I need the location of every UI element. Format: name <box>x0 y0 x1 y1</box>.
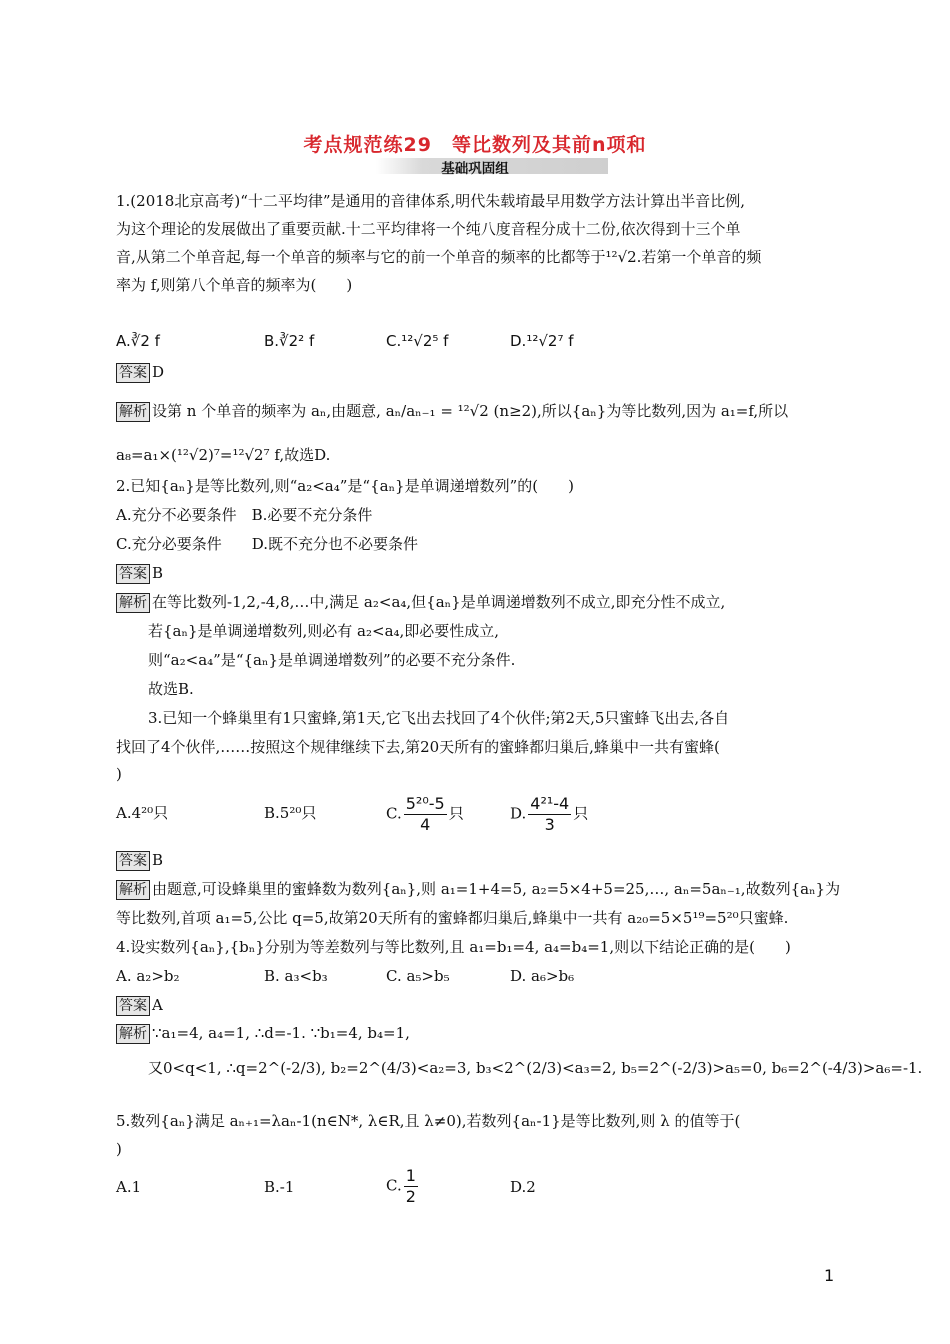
q3-stem-line-3: ) <box>116 765 122 783</box>
q3-stem-line-1: 3.已知一个蜂巢里有1只蜜蜂,第1天,它飞出去找回了4个伙伴;第2天,5只蜜蜂飞出去,各自 <box>148 709 730 727</box>
q1-answer-line <box>116 361 164 383</box>
q4-option-c: C. a₅>b₅ <box>386 967 450 985</box>
q1-stem-line-4: 率为 f,则第八个单音的频率为( ) <box>116 276 353 294</box>
q3-option-d-denominator: 3 <box>544 815 555 834</box>
q4-option-a: A. a₂>b₂ <box>116 967 180 985</box>
q4-answer: A <box>152 996 163 1014</box>
q3-option-d-unit: 只 <box>573 804 589 823</box>
answer-label: 答案 <box>116 851 150 871</box>
q3-analysis-line-2: 等比数列,首项 a₁=5,公比 q=5,故第20天所有的蜜蜂都归巢后,蜂巢中一共有 a₂₀=5×5¹⁹=5²⁰只蜜蜂. <box>116 909 789 927</box>
q5-option-c: C. $\frac{1}{2}$ <box>386 1166 416 1206</box>
q1-analysis-text-1: 设第 n 个单音的频率为 aₙ,由题意, aₙ/aₙ₋₁ = ¹²√2 (n≥2),所以{aₙ}为等比数列,因为 a₁=f,所以 <box>152 402 789 420</box>
q1-stem-line-1: 1.(2018北京高考)“十二平均律”是通用的音律体系,明代朱载堉最早用数学方法计算出半音比例, <box>116 192 746 210</box>
q1-option-b: B.∛2² f <box>264 332 315 350</box>
analysis-label: 解析 <box>116 1024 150 1044</box>
page-title: 考点规范练29 等比数列及其前n项和 <box>303 134 647 156</box>
q4-analysis-line-2: 又0<q<1, ∴q=2^(-2/3), b₂=2^(4/3)<a₂=3, b₃<2^(2/3)<a₃=2, b₅=2^(-2/3)>a₅=0, b₆=2^(-4/3)>a₆=-1. <box>148 1059 923 1077</box>
q1-analysis-line-1 <box>116 400 788 422</box>
q5-option-a: A.1 <box>116 1178 142 1196</box>
q1-option-a: A.∛2 f <box>116 332 160 350</box>
answer-label: 答案 <box>116 564 150 584</box>
answer-label: 答案 <box>116 996 150 1016</box>
q4-answer-line <box>116 994 163 1016</box>
q3-option-a: A.4²⁰只 <box>116 804 169 822</box>
q3-answer-line <box>116 849 163 871</box>
q5-option-c-fraction <box>404 1166 418 1207</box>
q3-option-c: C. $\frac{\text{5²⁰-5}}{4}$ 只 <box>386 794 464 834</box>
q5-stem-line-2: ) <box>116 1140 122 1158</box>
q3-option-c-numerator: 5²⁰-5 <box>405 794 445 813</box>
q2-options-ab: A.充分不必要条件 B.必要不充分条件 <box>116 506 373 524</box>
q2-analysis-line-1 <box>116 591 725 613</box>
q5-option-c-numerator: 1 <box>405 1166 416 1185</box>
q3-option-c-unit: 只 <box>448 804 464 823</box>
q4-option-d: D. a₆>b₆ <box>510 967 575 985</box>
q4-option-b: B. a₃<b₃ <box>264 967 328 985</box>
analysis-label: 解析 <box>116 593 150 613</box>
q5-option-b: B.-1 <box>264 1178 295 1196</box>
q3-stem-line-2: 找回了4个伙伴,……按照这个规律继续下去,第20天所有的蜜蜂都归巢后,蜂巢中一共有蜜蜂( <box>116 738 720 756</box>
q5-stem: 5.数列{aₙ}满足 aₙ₊₁=λaₙ-1(n∈N*, λ∈R,且 λ≠0),若数列{aₙ-1}是等比数列,则 λ 的值等于( <box>116 1112 741 1130</box>
q3-option-c-denominator: 4 <box>420 815 431 834</box>
q3-option-c-fraction <box>404 794 447 835</box>
q3-analysis-text-1: 由题意,可设蜂巢里的蜜蜂数为数列{aₙ},则 a₁=1+4=5, a₂=5×4+5=25,…, aₙ=5aₙ₋₁,故数列{aₙ}为 <box>152 880 841 898</box>
q1-analysis-line-2: a₈=a₁×(¹²√2)⁷=¹²√2⁷ f,故选D. <box>116 446 331 464</box>
q2-stem: 2.已知{aₙ}是等比数列,则“a₂<a₄”是“{aₙ}是单调递增数列”的( ) <box>116 477 574 495</box>
q5-option-d: D.2 <box>510 1178 536 1196</box>
q4-stem: 4.设实数列{aₙ},{bₙ}分别为等差数列与等比数列,且 a₁=b₁=4, a₄=b₄=1,则以下结论正确的是( ) <box>116 938 791 956</box>
q1-answer: D <box>152 363 165 381</box>
answer-label: 答案 <box>116 363 150 383</box>
analysis-label: 解析 <box>116 402 150 422</box>
q3-answer: B <box>152 851 164 869</box>
q5-option-c-denominator: 2 <box>405 1187 416 1206</box>
page-number: 1 <box>824 1266 835 1285</box>
analysis-label: 解析 <box>116 880 150 900</box>
q2-options-cd: C.充分必要条件 D.既不充分也不必要条件 <box>116 535 418 553</box>
q1-stem-line-3: 音,从第二个单音起,每一个单音的频率与它的前一个单音的频率的比都等于¹²√2.若第一个单音的频 <box>116 248 762 266</box>
q4-analysis-text-1: ∵a₁=4, a₄=1, ∴d=-1. ∵b₁=4, b₄=1, <box>152 1024 410 1042</box>
q2-analysis-line-4: 故选B. <box>148 680 194 698</box>
q2-analysis-line-2: 若{aₙ}是单调递增数列,则必有 a₂<a₄,即必要性成立, <box>148 622 500 640</box>
q2-answer: B <box>152 564 164 582</box>
q2-analysis-text-1: 在等比数列-1,2,-4,8,…中,满足 a₂<a₄,但{aₙ}是单调递增数列不成立,即充分性不成立, <box>152 593 726 611</box>
q2-analysis-line-3: 则“a₂<a₄”是“{aₙ}是单调递增数列”的必要不充分条件. <box>148 651 516 669</box>
q3-analysis-line-1 <box>116 878 840 900</box>
q3-option-d: D. $\frac{\text{4²¹-4}}{3}$ 只 <box>510 794 589 834</box>
q3-option-d-fraction <box>528 794 571 835</box>
q4-analysis-line-1 <box>116 1022 410 1044</box>
q3-option-b: B.5²⁰只 <box>264 804 317 822</box>
q1-option-d: D.¹²√2⁷ f <box>510 332 574 350</box>
q1-stem-line-2: 为这个理论的发展做出了重要贡献.十二平均律将一个纯八度音程分成十二份,依次得到十三个单 <box>116 220 741 238</box>
section-subtitle: 基础巩固组 <box>441 161 509 177</box>
q3-option-d-numerator: 4²¹-4 <box>530 794 570 813</box>
q2-answer-line <box>116 562 163 584</box>
q1-option-c: C.¹²√2⁵ f <box>386 332 449 350</box>
